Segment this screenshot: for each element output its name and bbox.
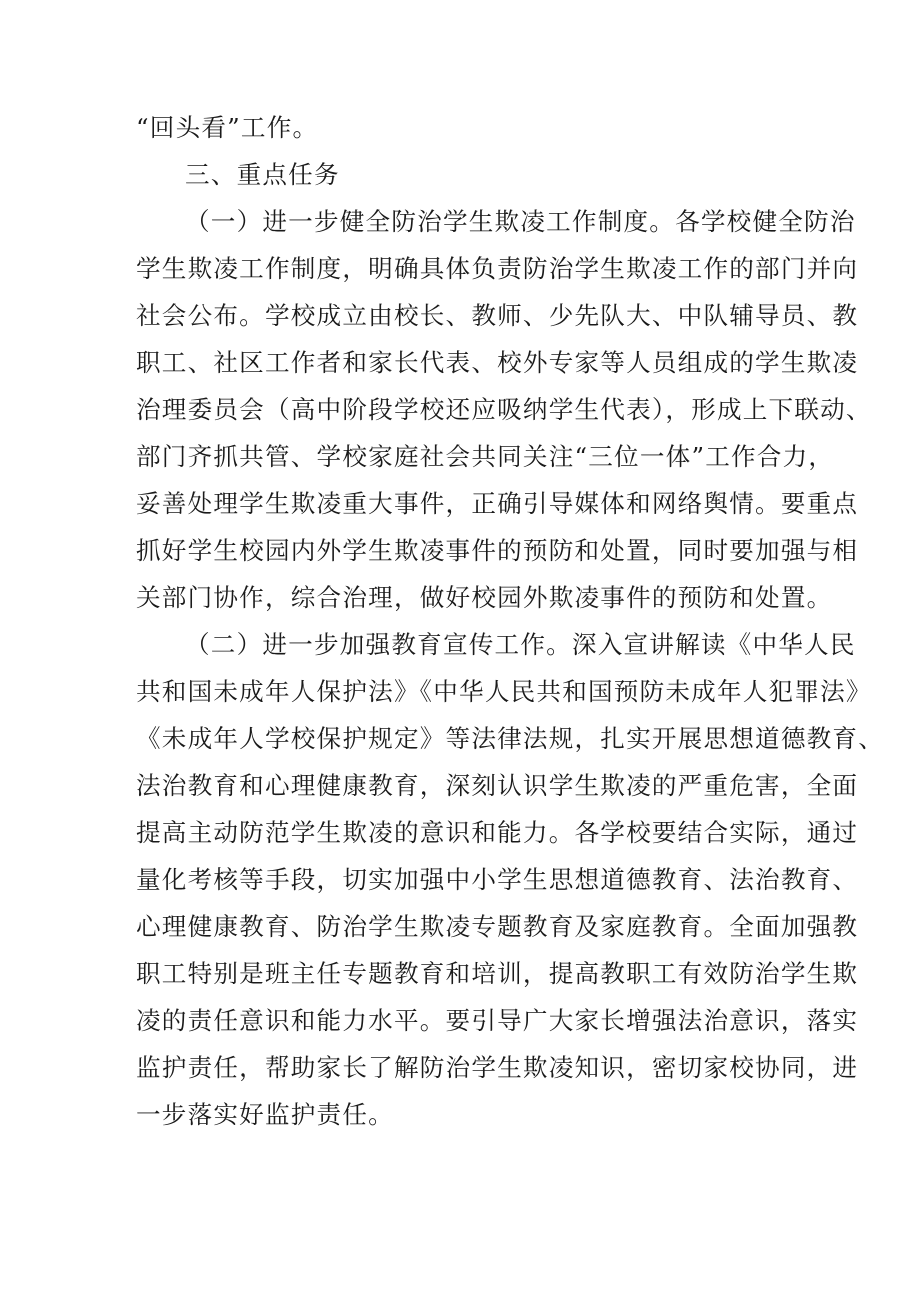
text-line: 职工特别是班主任专题教育和培训，提高教职工有效防治学生欺 (136, 959, 859, 988)
text-line: 妥善处理学生欺凌重大事件，正确引导媒体和网络舆情。要重点 (136, 489, 859, 518)
text-line: 《未成年人学校保护规定》等法律法规，扎实开展思想道德教育、 (136, 724, 885, 753)
text-line: 法治教育和心理健康教育，深刻认识学生欺凌的严重危害，全面 (136, 771, 859, 800)
text-line: 一步落实好监护责任。 (136, 1100, 394, 1129)
text-line: （一）进一步健全防治学生欺凌工作制度。各学校健全防治 (185, 207, 856, 236)
section-heading: 三、重点任务 (185, 160, 340, 189)
text-line: 心理健康教育、防治学生欺凌专题教育及家庭教育。全面加强教 (136, 912, 859, 941)
text-line: 部门齐抓共管、学校家庭社会共同关注“三位一体”工作合力， (136, 442, 835, 471)
text-line: 共和国未成年人保护法》《中华人民共和国预防未成年人犯罪法》 (136, 677, 872, 706)
text-line: 凌的责任意识和能力水平。要引导广大家长增强法治意识，落实 (136, 1006, 859, 1035)
text-line: 抓好学生校园内外学生欺凌事件的预防和处置，同时要加强与相 (136, 536, 859, 565)
text-line: 提高主动防范学生欺凌的意识和能力。各学校要结合实际，通过 (136, 818, 859, 847)
text-line: 监护责任，帮助家长了解防治学生欺凌知识，密切家校协同，进 (136, 1053, 859, 1082)
text-line: 职工、社区工作者和家长代表、校外专家等人员组成的学生欺凌 (136, 348, 859, 377)
text-line: 治理委员会（高中阶段学校还应吸纳学生代表），形成上下联动、 (136, 395, 872, 424)
text-line: （二）进一步加强教育宣传工作。深入宣讲解读《中华人民 (185, 630, 856, 659)
text-line: “回头看”工作。 (136, 113, 319, 142)
text-line: 社会公布。学校成立由校长、教师、少先队大、中队辅导员、教 (136, 301, 859, 330)
text-line: 学生欺凌工作制度，明确具体负责防治学生欺凌工作的部门并向 (136, 254, 859, 283)
text-line: 关部门协作，综合治理，做好校园外欺凌事件的预防和处置。 (136, 583, 833, 612)
text-line: 量化考核等手段，切实加强中小学生思想道德教育、法治教育、 (136, 865, 859, 894)
